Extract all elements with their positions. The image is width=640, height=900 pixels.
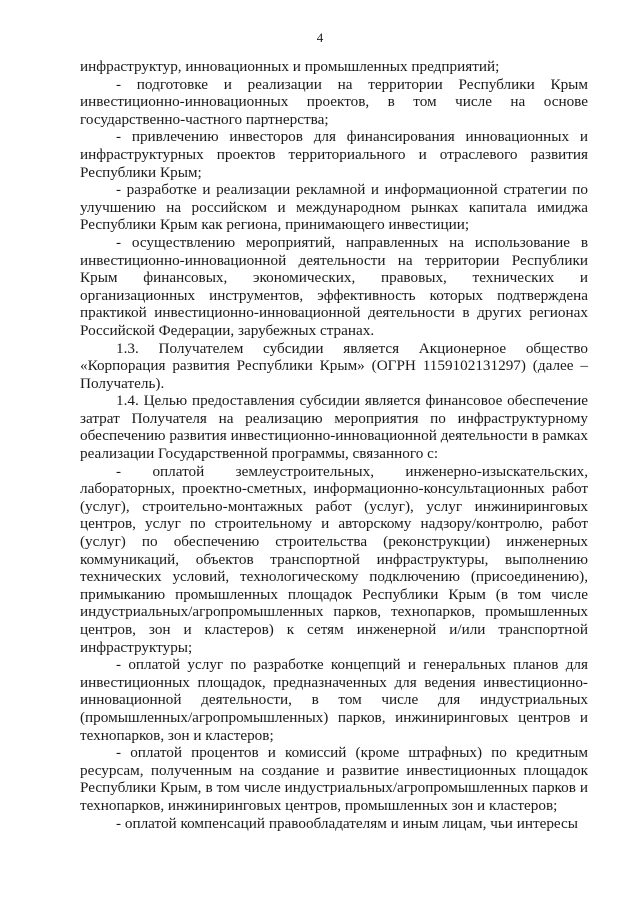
clause-1-3: 1.3. Получателем субсидии является Акционерное общество «Корпорация развития Республики Крым» (ОГРН 1159102131297) (далее – Получатель). [80,339,588,392]
list-item-compensation-payment: - оплатой компенсаций правообладателям и иным лицам, чьи интересы [116,814,578,832]
document-body [80,58,588,832]
clause-1-4: 1.4. Целью предоставления субсидии является финансовое обеспечение затрат Получателя на реализацию мероприятия по инфраструктурному обеспечению развития инвестиционно-инновационной деятельности в рамках реализации Государственной программы, связанного с: [80,392,588,463]
list-item-investors: - привлечению инвесторов для финансирования инновационных и инфраструктурных проектов территориального и отраслевого развития Республики Крым; [80,128,588,181]
page-number: 4 [316,30,324,45]
list-item-interest-payment: - оплатой процентов и комиссий (кроме штрафных) по кредитным ресурсам, полученным на создание и развитие инвестиционных площадок Республики Крым, в том числе индустриальных/агропромышленных парков и технопарков, инжиниринговых центров, промышленных зон и кластеров; [80,744,588,814]
list-item-strategy: - разработке и реализации рекламной и информационной стратегии по улучшению на российском и международном рынках капитала имиджа Республики Крым как региона, принимающего инвестиции; [80,181,588,234]
list-item-concepts-payment: - оплатой услуг по разработке концепций и генеральных планов для инвестиционных площадок, предназначенных для ведения инвестиционно-инновационной деятельности, в том числе для индустриальных (промышленных/агропромышленных) парков, инжиниринговых центров и технопарков, зон и кластеров; [80,656,588,744]
list-item-projects: - подготовке и реализации на территории Республики Крым инвестиционно-инновационных проектов, в том числе на основе государственно-частного партнерства; [80,75,588,128]
paragraph-continuation: инфраструктур, инновационных и промышленных предприятий; [80,58,500,75]
list-item-measures: - осуществлению мероприятий, направленных на использование в инвестиционно-инновационной деятельности на территории Республики Крым финансовых, экономических, правовых, технических и организационных инструментов, эффективность которых подтверждена практикой инвестиционно-инновационной деятельности в других регионах Российской Федерации, зарубежных странах. [80,233,588,339]
list-item-works-payment: - оплатой землеустроительных, инженерно-изыскательских, лабораторных, проектно-сметных, информационно-консультационных работ (услуг), строительно-монтажных работ (услуг), услуг инжиниринговых центров, услуг по строительному и авторскому надзору/контролю, работ (услуг) по обеспечению строительства (реконструкции) инженерных коммуникаций, объектов транспортной инфраструктуры, выполнению технических условий, технологическому подключению (присоединению), примыканию промышленных площадок Республики Крым (в том числе индустриальных/агропромышленных парков, технопарков, промышленных центров, зон и кластеров) к сетям инженерной и/или транспортной инфраструктуры; [80,462,588,656]
